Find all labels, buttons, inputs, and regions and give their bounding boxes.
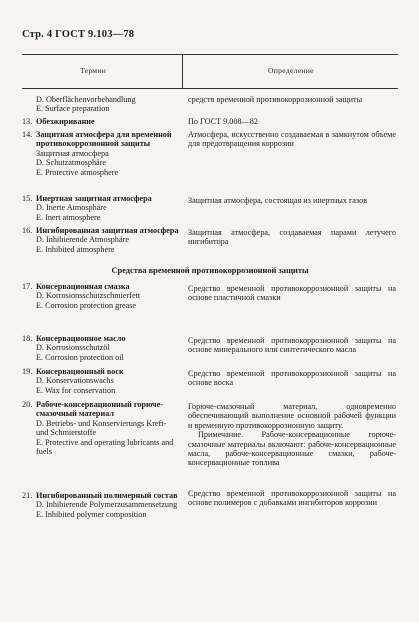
term-translation: E. Inhibited atmosphere	[36, 244, 115, 254]
term-number: 21.	[22, 491, 33, 500]
term-translation: E. Corrosion protection grease	[36, 300, 137, 310]
term-entry	[22, 282, 180, 310]
term-translation: D. Inhibierende Polymerzusammensetzung	[36, 500, 178, 510]
term-entry	[22, 194, 180, 222]
term-translation: D. Korrosionsschutzöl	[36, 343, 110, 353]
term-name: Рабоче-консервационный горюче-смазочный материал	[36, 400, 164, 419]
term-translation: E. Inhibited polymer composition	[36, 509, 147, 519]
term-name: Инертная защитная атмосфера	[36, 194, 152, 203]
term-entry	[22, 226, 180, 254]
term-entry	[22, 334, 180, 362]
term-synonym: Защитная атмосфера	[36, 148, 109, 158]
section-title: Средства временной противокоррозионной защиты	[111, 266, 309, 275]
term-name: Консервационный воск	[36, 367, 124, 376]
term-translation: D. Inhibierende Atmosphäre	[36, 235, 129, 245]
term-entry	[22, 130, 180, 177]
term-name: Консервационная смазка	[36, 282, 130, 291]
term-entry	[22, 95, 180, 114]
term-number: 19.	[22, 367, 33, 376]
table-head-rule	[22, 88, 398, 89]
page-header: Стр. 4 ГОСТ 9.103—78	[22, 29, 135, 40]
term-definition: Атмосфера, искусственно создаваемая в замкнутом объеме для предотвращения коррозии	[188, 130, 396, 149]
term-definition: Средство временной противокоррозионной защиты на основе минерального или синтетического масла	[188, 336, 396, 355]
term-name: Ингибированная защитная атмосфера	[36, 226, 179, 235]
term-definition: По ГОСТ 9.008—82	[188, 117, 258, 126]
term-translation: D. Betriebs- und Konservierungs Kreft- und Schmierstoffe	[36, 418, 167, 438]
table-top-rule	[22, 54, 398, 55]
term-translation: D. Schutzatmosphäre	[36, 158, 107, 168]
term-translation: D. Oberflächenvorbehandlung	[36, 95, 136, 104]
term-translation: E. Corrosion protection oil	[36, 352, 124, 362]
column-header-term: Термин	[80, 66, 107, 75]
term-definition: Средство временной противокоррозионной защиты на основе полимеров с добавками ингибиторов коррозии	[188, 489, 396, 508]
term-translation: E. Protective atmosphere	[36, 167, 119, 177]
column-header-definition: Определение	[268, 66, 314, 75]
term-translation: D. Konservationswachs	[36, 376, 114, 386]
term-entry	[22, 367, 180, 395]
term-definition: средств временной противокоррозионной защиты	[188, 95, 363, 104]
term-number: 14.	[22, 130, 33, 139]
term-translation: E. Protective and operating lubricants and fuels	[36, 437, 174, 457]
term-entry	[22, 400, 180, 456]
term-translation: E. Wax for conservation	[36, 385, 116, 395]
term-definition-text: Горюче-смазочный материал, одновременно обеспечивающий выполнение основной рабочей функции и временную противокоррозионную защиту.	[188, 402, 396, 430]
term-translation: D. Korrosionsschutzschmierfett	[36, 291, 141, 301]
term-definition	[188, 402, 396, 468]
term-number: 20.	[22, 400, 33, 409]
term-entry	[22, 491, 180, 519]
term-number: 16.	[22, 226, 33, 235]
term-name: Обезжиривание	[36, 117, 95, 126]
term-number: 17.	[22, 282, 33, 291]
term-translation: D. Inerte Atmosphäre	[36, 203, 107, 213]
term-definition: Защитная атмосфера, создаваемая парами летучего ингибитора	[188, 228, 396, 247]
term-entry	[22, 117, 180, 126]
term-number: 15.	[22, 194, 33, 203]
term-name: Консервационное масло	[36, 334, 126, 343]
term-translation: E. Surface preparation	[36, 104, 110, 114]
term-name: Ингибированный полимерный состав	[36, 491, 178, 500]
term-number: 18.	[22, 334, 33, 343]
term-note: Примечание. Рабоче-консервационные горюче-смазочные материалы включают: рабоче-консервационные масла, рабоче-консервационные смазки, рабоче-консервационные топлива	[188, 430, 396, 468]
term-definition: Средство временной противокоррозионной защиты на основе пластичной смазки	[188, 284, 396, 303]
term-definition: Защитная атмосфера, состоящая из инертных газов	[188, 196, 368, 205]
term-translation: E. Inert atmosphere	[36, 212, 101, 222]
term-definition: Средство временной противокоррозионной защиты на основе воска	[188, 369, 396, 388]
column-divider	[182, 54, 183, 88]
term-name: Защитная атмосфера для временной противокоррозионной защиты	[36, 130, 172, 149]
term-number: 13.	[22, 117, 33, 126]
